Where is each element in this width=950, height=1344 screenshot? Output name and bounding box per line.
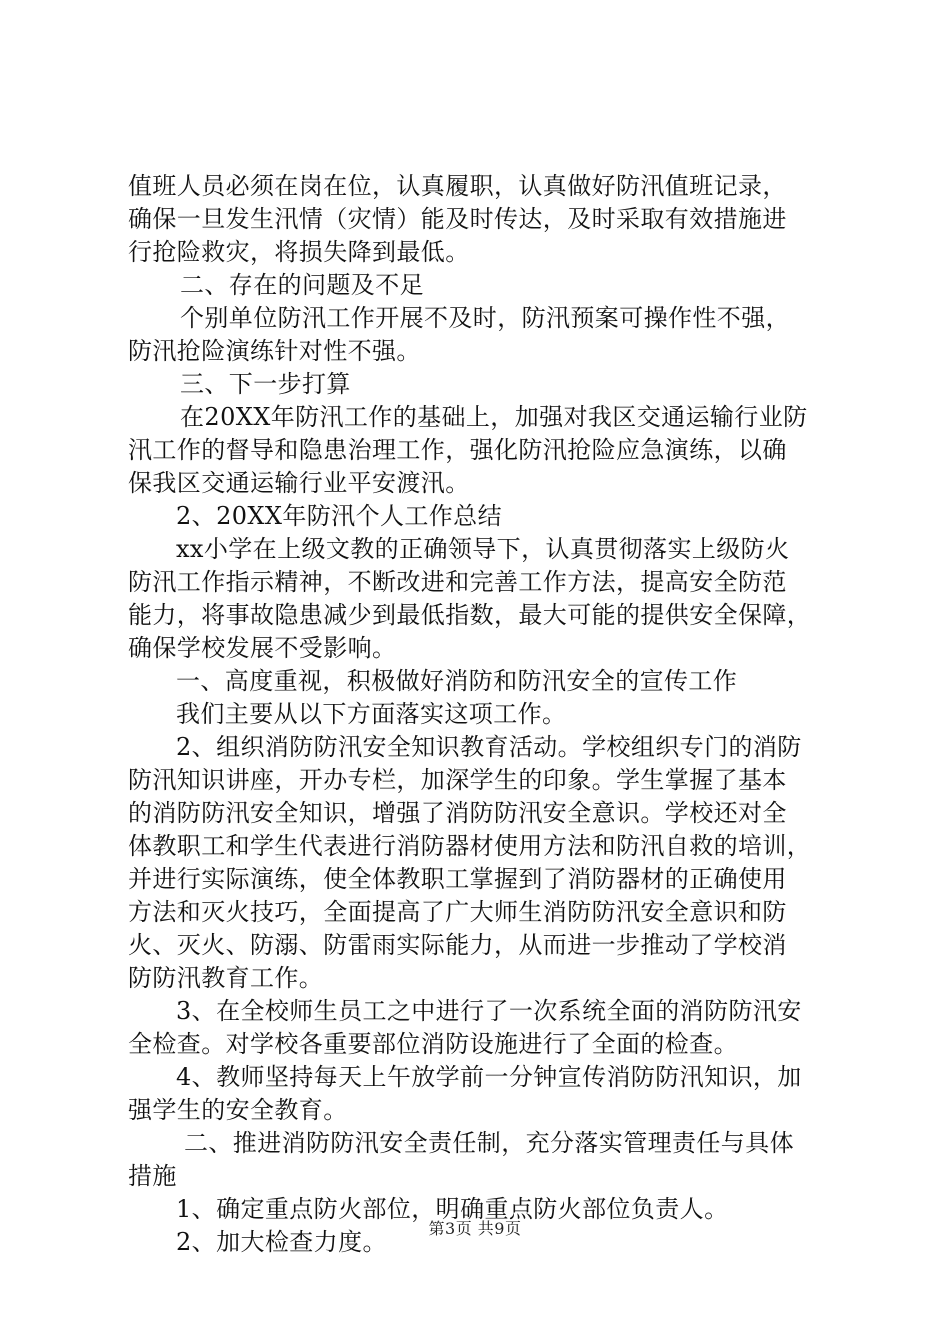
text-line: 火、灭火、防溺、防雷雨实际能力，从而进一步推动了学校消 bbox=[128, 931, 787, 959]
text-line: 防汛抢险演练针对性不强。 bbox=[128, 337, 421, 365]
text-line: 保我区交通运输行业平安渡汛。 bbox=[128, 469, 470, 497]
text-line: 1、确定重点防火部位，明确重点防火部位负责人。 bbox=[176, 1195, 729, 1223]
page-footer: 第3页 共9页 bbox=[428, 1219, 522, 1238]
text-line: 在20XX年防汛工作的基础上，加强对我区交通运输行业防 bbox=[180, 403, 808, 431]
text-line: 一、高度重视，积极做好消防和防汛安全的宣传工作 bbox=[176, 667, 738, 695]
text-line: 方法和灭火技巧，全面提高了广大师生消防防汛安全意识和防 bbox=[128, 898, 787, 926]
text-line: 全检查。对学校各重要部位消防设施进行了全面的检查。 bbox=[128, 1030, 738, 1058]
text-line: 的消防防汛安全知识，增强了消防防汛安全意识。学校还对全 bbox=[128, 799, 787, 827]
text-line: 2、20XX年防汛个人工作总结 bbox=[176, 502, 502, 530]
text-line: 值班人员必须在岗在位，认真履职，认真做好防汛值班记录， bbox=[128, 172, 787, 200]
text-line: 确保学校发展不受影响。 bbox=[128, 634, 397, 662]
text-line: 二、存在的问题及不足 bbox=[180, 271, 424, 299]
text-line: 三、下一步打算 bbox=[180, 370, 351, 398]
text-line: 个别单位防汛工作开展不及时，防汛预案可操作性不强， bbox=[180, 304, 790, 332]
text-line: 2、加大检查力度。 bbox=[176, 1228, 387, 1256]
text-line: 3、在全校师生员工之中进行了一次系统全面的消防防汛安 bbox=[176, 997, 802, 1025]
text-line: 二、推进消防防汛安全责任制，充分落实管理责任与具体 bbox=[184, 1129, 794, 1157]
text-line: 防汛知识讲座，开办专栏，加深学生的印象。学生掌握了基本 bbox=[128, 766, 787, 794]
text-line: 行抢险救灾，将损失降到最低。 bbox=[128, 238, 470, 266]
text-line: 体教职工和学生代表进行消防器材使用方法和防汛自救的培训， bbox=[128, 832, 812, 860]
text-line: 强学生的安全教育。 bbox=[128, 1096, 348, 1124]
text-line: 防汛工作指示精神，不断改进和完善工作方法，提高安全防范 bbox=[128, 568, 787, 596]
text-line: 能力，将事故隐患减少到最低指数，最大可能的提供安全保障， bbox=[128, 601, 812, 629]
text-line: 2、组织消防防汛安全知识教育活动。学校组织专门的消防 bbox=[176, 733, 802, 761]
text-line: 防防汛教育工作。 bbox=[128, 964, 324, 992]
text-line: 4、教师坚持每天上午放学前一分钟宣传消防防汛知识，加 bbox=[176, 1063, 802, 1091]
text-line: 确保一旦发生汛情（灾情）能及时传达，及时采取有效措施进 bbox=[128, 205, 787, 233]
text-line: xx小学在上级文教的正确领导下，认真贯彻落实上级防火 bbox=[176, 535, 790, 563]
text-line: 措施 bbox=[128, 1162, 177, 1190]
text-line: 我们主要从以下方面落实这项工作。 bbox=[176, 700, 567, 728]
text-line: 汛工作的督导和隐患治理工作，强化防汛抢险应急演练，以确 bbox=[128, 436, 787, 464]
document-body bbox=[128, 170, 848, 1259]
text-line: 并进行实际演练，使全体教职工掌握到了消防器材的正确使用 bbox=[128, 865, 787, 893]
